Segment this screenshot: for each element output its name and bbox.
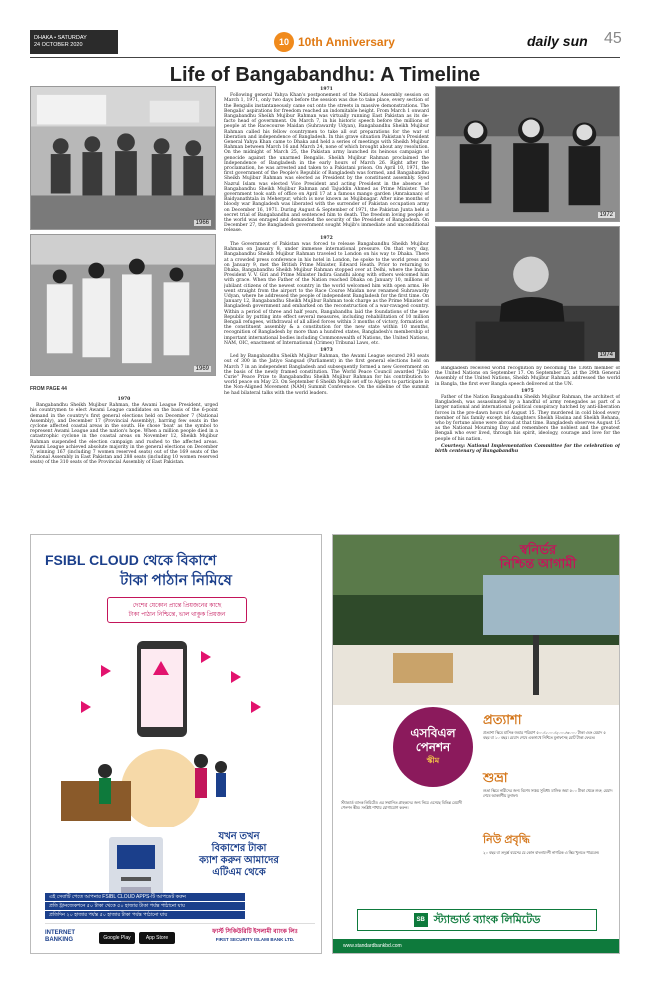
timeline-paragraph: Bangabandhu Sheikh Mujibur Rahman, the Awami League President, urged his countrymen to elect Awami League candidates on the basis of the 6-point demand in the country's first general elections held on December 7 (National Assembly), and December 17 (Provincial Assembly), barring few seats in the cyclone affected coastal areas in the south. He chose 'boat' as the symbol to represent Awami League and the nation's hope. When a million people died in a catastrophic cyclone in the coastal areas on November 12, Sheikh Mujibur Rahman suspended the election campaign and rushed to the affected areas. Awami League achieved absolute majority in the general elections on December 7, winning 167 (including 7 women reserved seats) out of the 169 seats of the National Assembly in East Pakistan and 288 seats (including 10 women reserved seats) of the 310 seats of the Provincial Assembly of East Pakistan. <box>30 403 218 466</box>
timeline-paragraph: Father of the Nation Bangabandhu Sheikh Mujibur Rahman, the architect of Bangladesh, was assassinated by a handful of army renegades as part of a larger national and international political conspiracy hatched by anti-liberation forces in the pre-dawn hours of August 15. They murdered in cold blood every member of his family except his daughters Sheikh Hasina and Sheikh Rehana, who by fortune alone were abroad at that time. Bangladesh observes August 15 as the National Mourning Day and remembers the noblest and the greatest Bengali who ever lived, through his spirit, ideology, courage and love for the people of his nation. <box>435 395 620 442</box>
scheme-description: ২০ বছর বা তদূর্ধ্ব বয়সের যে কোন বাংলাদেশী নাগরিক এ স্কিম খুলতে পারবেন। <box>483 851 600 855</box>
photo-1969 <box>30 234 216 376</box>
ad-headline: FSIBL CLOUD থেকে বিকাশে <box>45 552 217 568</box>
app-store-badge[interactable]: App Store <box>139 932 175 944</box>
tagline-line: দেশের যেকোন প্রান্তে প্রিয়জনের কাছে <box>132 603 222 609</box>
ad-subheadline: টাকা পাঠান নিমিষে <box>120 572 232 589</box>
scheme-name-prottasha: প্রত্যাশা <box>483 712 522 727</box>
ad-tagline-box <box>107 597 247 623</box>
bank-website-link[interactable]: www.standardbankbd.com <box>333 939 619 953</box>
dateline-date: 24 OCTOBER 2020 <box>34 42 83 48</box>
anniversary-text: 10th Anniversary <box>298 35 395 49</box>
timeline-paragraph: Bangladesh received world recognition by becoming the 136th member of the United Nations on September 17. On September 25, at the 29th General Assembly of the United Nations, Sheikh Mujibur Rahman addressed the world in Bangla, the first ever Bangla speech delivered at the UN. <box>435 366 620 387</box>
ad-bullet-list <box>45 893 245 920</box>
atm-text-line: বিকাশের টাকা <box>211 843 267 854</box>
un-speech-photo-image <box>436 227 619 361</box>
rally-photo-image <box>31 87 215 229</box>
procession-photo-image <box>31 235 215 375</box>
photo-1974 <box>435 226 620 362</box>
fsibl-bank-name <box>195 928 315 944</box>
dateline <box>30 30 118 54</box>
scheme-description: প্রত্যাশা স্কিমে মাসিক জমার পরিমাণ ৫০০/১০০০/২০০০/৩০০০ টাকা এবং মেয়াদ ৫ বছর বা ১০ বছর। মেয়াদ শেষে একসাথে নিশ্চিত মুনাফাসহ মোট টাকা ফেরত। <box>483 731 606 740</box>
year-heading: 1975 <box>521 388 534 394</box>
ad-footer <box>45 923 315 949</box>
dateline-day: DHAKA • SATURDAY <box>34 35 87 41</box>
bank-name-english: FIRST SECURITY ISLAMI BANK LTD. <box>215 937 295 942</box>
photo-1972 <box>435 86 620 222</box>
timeline-column-middle <box>224 86 429 528</box>
phone-and-family-illustration <box>41 631 313 827</box>
year-heading: 1970 <box>117 397 131 402</box>
meeting-photo-image <box>436 87 619 221</box>
photo-year-label: 1972 <box>599 212 613 218</box>
badge-line: পেনশন <box>415 740 451 754</box>
anniversary-badge-icon: 10 <box>274 32 294 52</box>
photo-year-label: 1974 <box>599 352 613 358</box>
standard-bank-advertisement[interactable] <box>332 534 620 954</box>
scheme-name-shuvra: শুভ্রা <box>483 770 508 785</box>
photo-year-label: 1969 <box>195 366 209 372</box>
continued-from-label: FROM PAGE 44 <box>30 386 67 392</box>
year-heading: 1971 <box>320 87 333 92</box>
internet-banking-label[interactable]: INTERNET BANKING <box>45 930 75 943</box>
courtesy-note: Courtesy: National Implementation Committee for the celebration of birth centenary of Bangabandhu <box>435 443 620 455</box>
bullet-item: প্রতিদিন ২০ হাজার পর্যন্ত ৫০ হাজার টাকা পর্যন্ত পাঠানো যায় <box>45 911 245 919</box>
timeline-column-right <box>435 366 620 528</box>
tagline-line: টাকা পাঠান নিশ্চিন্তে, ভাল থাকুক প্রিয়জন <box>128 612 226 618</box>
year-heading: 1972 <box>320 235 333 241</box>
bank-name-bengali: ফার্স্ট সিকিউরিটি ইসলামী ব্যাংক লিঃ <box>212 929 298 935</box>
timeline-paragraph: The Government of Pakistan was forced to release Bangabandhu Sheikh Mujibur Rahman on January 8, under immense international pressure. On that very day, Bangabandhu Sheikh Mujibur Rahman traveled to London on his way to Dhaka. There at a crowded press conference in his hotel in London, he spoke to the world press and on January 9, met the British Prime Minister, Edward Heath. Prior to returning to Dhaka, Bangabandhu Sheikh Mujibur Rahman stopped over at Delhi, where the Indian President V. V. Giri and Prime Minister Indira Gandhi along with others welcomed him with grace. When the Father of the Nation reached Dhaka on January 10, millions of jubilant citizens of the newest country in the world welcomed him with open arms. He went straight from the airport to the Race Course Maidan now renamed Suhrawardy Udyan, where he addressed the people of independent Bangladesh for the first time. On January 12, Bangabandhu Sheikh Mujibur Rahman took charge as the Prime Minister of Bangladesh government and embarked on the reconstruction of a war-ravaged country. Within a period of three and half years, Bangabandhu laid the foundations of the new Republic by putting into effect several measures, including rehabilitation of 10 million Bengali refugees, withdrawal of all allied forces within 3 months of victory, formation of the constituent assembly & a constitution for the new state within 10 months, recognition of Bangladesh by more than a hundred states, Bangladesh's membership of important international bodies including Commonwealth of Nations, the United Nations, NAM, OIC, enactment of International (Crimes) Tribunal Laws, etc. <box>224 241 429 346</box>
atm-text-line: ক্যাশ করুন আমাদের <box>199 855 279 866</box>
page-title: Life of Bangabandhu: A Timeline <box>169 64 481 86</box>
brand-logo[interactable]: daily sun <box>527 33 588 49</box>
badge-line: স্কীম <box>426 756 440 765</box>
anniversary-mark <box>274 32 395 52</box>
headline-line: স্বনির্ভর <box>519 542 557 557</box>
google-play-badge[interactable]: Google Play <box>99 932 135 944</box>
timeline-column-left <box>30 396 218 528</box>
year-heading: 1973 <box>320 347 333 353</box>
masthead <box>30 30 620 58</box>
ad-body-text: স্ট্যান্ডার্ড ব্যাংক লিমিটেড এর সম্মানিত গ্রাহকদের জন্য নিয়ে এসেছে বিভিন্ন মেয়াদী পেনশন স্কীম। সংশ্লিষ্ট শাখায় যোগাযোগ করুন। <box>341 801 463 810</box>
scheme-description: শুভ্রা স্কিমে নারীদের জন্য বিশেষ সঞ্চয় সুবিধা। মাসিক জমা ৫০০ টাকা থেকে শুরু, মেয়াদ শেষে আকর্ষণীয় মুনাফা। <box>483 789 613 798</box>
timeline-paragraph: Following general Yahya Khan's postponement of the National Assembly session on March 1, 1971, only two days before the session was due to take place, every section of the Bengalis instantaneously came out onto the streets in massive demonstrations. The Bengalis' aspirations for freedom reached an indomitable height. From March 1 onward Bangabandhu Sheikh Mujibur Rahman was virtually running East Pakistan as its de-facto head of government. On March 7, in his historic speech before the millions of people at the Racecourse Maidan (Suhrawardy Udyan), Bangabandhu Sheikh Mujibur Rahman called his fellow countrymen to take all out preparations for the war of liberation and independence of Bangladesh. In this grave situation Pakistan's President General Yahya Khan came to Dhaka and held a series of meetings with Sheikh Mujibur Rahman between March 16 and March 24, none of which brought about any resolution. On the midnight of March 25, the Pakistan army launched its heinous campaign of genocide against the unarmed Bengalis. Sheikh Mujibur Rahman proclaimed the Independence of Bangladesh in the early hours of March 26. Right after the proclamation, he was arrested and taken to a Pakistani prison. On April 10, 1971, the first government of the People's Republic of Bangladesh was formed, and Bangabandhu Sheikh Mujibur Rahman was elected as President by the constituent assembly. Syed Nazrul Islam was elected Vice President and acting President in the absence of Bangabandhu Sheikh Mujibur Rahman and Tajuddin Ahmed as Prime Minister. The government took oath of office on April 17 at a famous mango garden (Amrakanan) of Baidyanathtala in Meherpur, which is now known as Mujibnagar. After nine months of bloody war Bangladesh was liberated with the surrender of Pakistan occupation army on December 16, 1971. During August & September of 1971, the Pakistan Junta held a secret trial of Bangabandhu and sentenced him to death. The freedom loving people of the world was enraged and demanded the security of the President of Bangladesh. On December 27, the Bangladesh government sought Mujib's immediate and unconditional release. <box>224 93 429 234</box>
atm-text-line: যখন তখন <box>218 831 260 842</box>
headline-line: নিশ্চিন্ত আগামী <box>499 556 577 571</box>
atm-text-line: এটিএম থেকে <box>212 867 266 878</box>
fsibl-advertisement[interactable] <box>30 534 322 954</box>
atm-cashout-text <box>169 831 309 879</box>
photo-1966 <box>30 86 216 230</box>
bank-name: স্ট্যান্ডার্ড ব্যাংক লিমিটেড <box>433 913 541 926</box>
photo-year-label: 1966 <box>195 220 209 226</box>
standard-bank-logo-icon: SB <box>414 913 428 927</box>
bullet-item: প্রতি ট্রানজেকশনে ৫০ টাকা থেকে ৫০ হাজার টাকা পর্যন্ত পাঠানো যায় <box>45 902 245 910</box>
bank-name-banner <box>357 909 597 931</box>
ad-headline <box>473 543 603 571</box>
page-number: 45 <box>604 30 622 47</box>
pension-scheme-badge <box>393 707 473 787</box>
bullet-item: এই সেবাটি পেতে আপনার FSIBL CLOUD APPS-টি আপডেট করুন <box>45 893 245 901</box>
badge-line: এসবিএল <box>410 726 456 740</box>
scheme-name-new-probriddhi: নিউ প্রবৃদ্ধি <box>483 834 530 846</box>
timeline-paragraph: Led by Bangabandhu Sheikh Mujibur Rahman, the Awami League secured 293 seats out of 300 in the Jatiyo Sangsad (Parliament) in the first general elections held on March 7 in an independent Bangladesh and subsequently formed a new Government on the basis of the newly framed constitution. The World Peace Council awarded "Julio Curie" Peace Prize to Bangabandhu Sheikh Mujibur Rahman for his contribution to world peace on May 23. On September 6 Sheikh Mujib set off to Algiers to participate in the Non-Aligned Movement (NAM) Summit Conference. On the sideline of the summit he had bilateral talks with the world leaders. <box>224 354 429 396</box>
